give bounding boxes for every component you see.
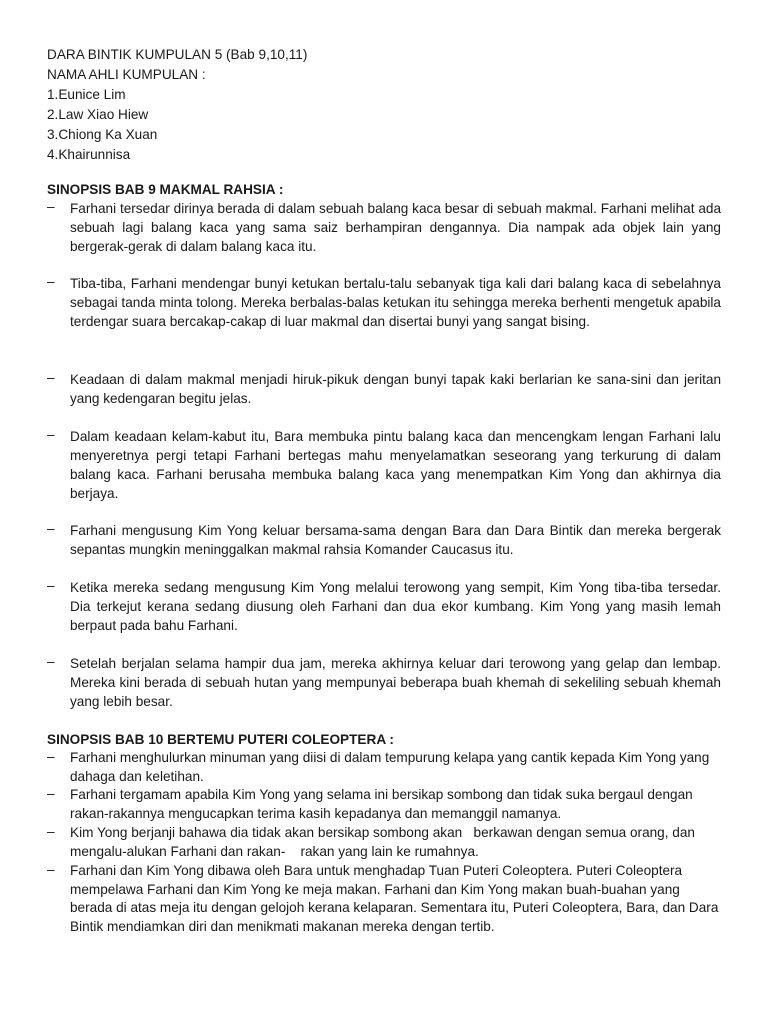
item-text: Farhani menghulurkan minuman yang diisi di dalam tempurung kelapa yang cantik kepada Kim Yong yang dahaga dan keletihan. [70,750,710,784]
item-text: Farhani mengusung Kim Yong keluar bersama-sama dengan Bara dan Dara Bintik dan mereka bergerak sepantas mungkin meninggalkan makmal rahsia Komander Caucasus itu. [70,523,721,557]
bullet-dash: – [47,199,55,214]
members-label: NAMA AHLI KUMPULAN : [47,67,206,82]
item-text: Setelah berjalan selama hampir dua jam, mereka akhirnya keluar dari terowong yang gelap dan lembap. Mereka kini berada di sebuah hutan yang mempunyai beberapa buah khemah di sekeliling sebuah khemah yang lebih besar. [70,656,721,709]
member-2: 2.Law Xiao Hiew [47,107,149,122]
item-text: Tiba-tiba, Farhani mendengar bunyi ketukan bertalu-talu sebanyak tiga kali dari balang kaca di sebelahnya sebagai tanda minta tolong. Mereka berbalas-balas ketukan itu sehingga mereka berhenti mengetuk apabila terdengar suara bercakap-cakap di luar makmal dan disertai bunyi yang sangat bising. [70,276,721,329]
item-text: Farhani dan Kim Yong dibawa oleh Bara untuk menghadap Tuan Puteri Coleoptera. Puteri Coleoptera mempelawa Farhani dan Kim Yong ke meja makan. Farhani dan Kim Yong makan buah-buahan yang berada di atas meja itu dengan gelojoh kerana kelaparan. Sementara itu, Puteri Coleoptera, Bara, dan Dara Bintik mendiamkan diri dan menikmati makanan mereka dengan tertib. [70,863,719,934]
section-10-item [47,749,721,786]
section-10-item [47,862,721,936]
section-10-item [47,824,721,861]
document-header [47,45,307,165]
section-9-item [47,654,721,711]
bullet-dash: – [47,786,55,801]
section-9-item [47,274,721,331]
bullet-dash: – [47,274,55,289]
section-10-heading: SINOPSIS BAB 10 BERTEMU PUTERI COLEOPTERA : [47,732,394,747]
section-9-item [47,199,721,256]
section-9-item [47,370,721,408]
section-10-item [47,786,721,823]
bullet-dash: – [47,654,55,669]
item-text: Farhani tergamam apabila Kim Yong yang selama ini bersikap sombong dan tidak suka bergaul dengan rakan-rakannya mengucapkan terima kasih kepadanya dan memanggil namanya. [70,787,693,821]
item-text: Dalam keadaan kelam-kabut itu, Bara membuka pintu balang kaca dan mencengkam lengan Farhani lalu menyeretnya pergi tetapi Farhani bertegas mahu menyelamatkan seseorang yang terkurung di dalam balang kaca. Farhani berusaha membuka balang kaca yang menempatkan Kim Yong dan akhirnya dia berjaya. [70,429,721,501]
item-text: Keadaan di dalam makmal menjadi hiruk-pikuk dengan bunyi tapak kaki berlarian ke sana-sini dan jeritan yang kedengaran begitu jelas. [70,372,721,406]
bullet-dash: – [47,824,55,839]
item-text: Kim Yong berjanji bahawa dia tidak akan bersikap sombong akan berkawan dengan semua orang, dan mengalu-alukan Farhani dan rakan- rakan yang lain ke rumahnya. [70,825,699,859]
section-9-heading: SINOPSIS BAB 9 MAKMAL RAHSIA : [47,182,284,197]
document-title: DARA BINTIK KUMPULAN 5 (Bab 9,10,11) [47,47,308,62]
item-text: Farhani tersedar dirinya berada di dalam sebuah balang kaca besar di sebuah makmal. Farhani melihat ada sebuah lagi balang kaca yang sama saiz berhampiran dengannya. Dia nampak ada objek lain yang bergerak-gerak di dalam balang kaca itu. [70,201,721,254]
bullet-dash: – [47,370,55,385]
bullet-dash: – [47,749,55,764]
bullet-dash: – [47,578,55,593]
bullet-dash: – [47,862,55,877]
section-9-item [47,578,721,635]
bullet-dash: – [47,427,55,442]
section-9-item [47,521,721,559]
item-text: Ketika mereka sedang mengusung Kim Yong melalui terowong yang sempit, Kim Yong tiba-tiba tersedar. Dia terkejut kerana sedang diusung oleh Farhani dan dua ekor kumbang. Kim Yong yang masih lemah berpaut pada bahu Farhani. [70,580,721,633]
member-3: 3.Chiong Ka Xuan [47,127,158,142]
section-9-item [47,427,721,503]
bullet-dash: – [47,521,55,536]
member-1: 1.Eunice Lim [47,87,126,102]
member-4: 4.Khairunnisa [47,147,131,162]
